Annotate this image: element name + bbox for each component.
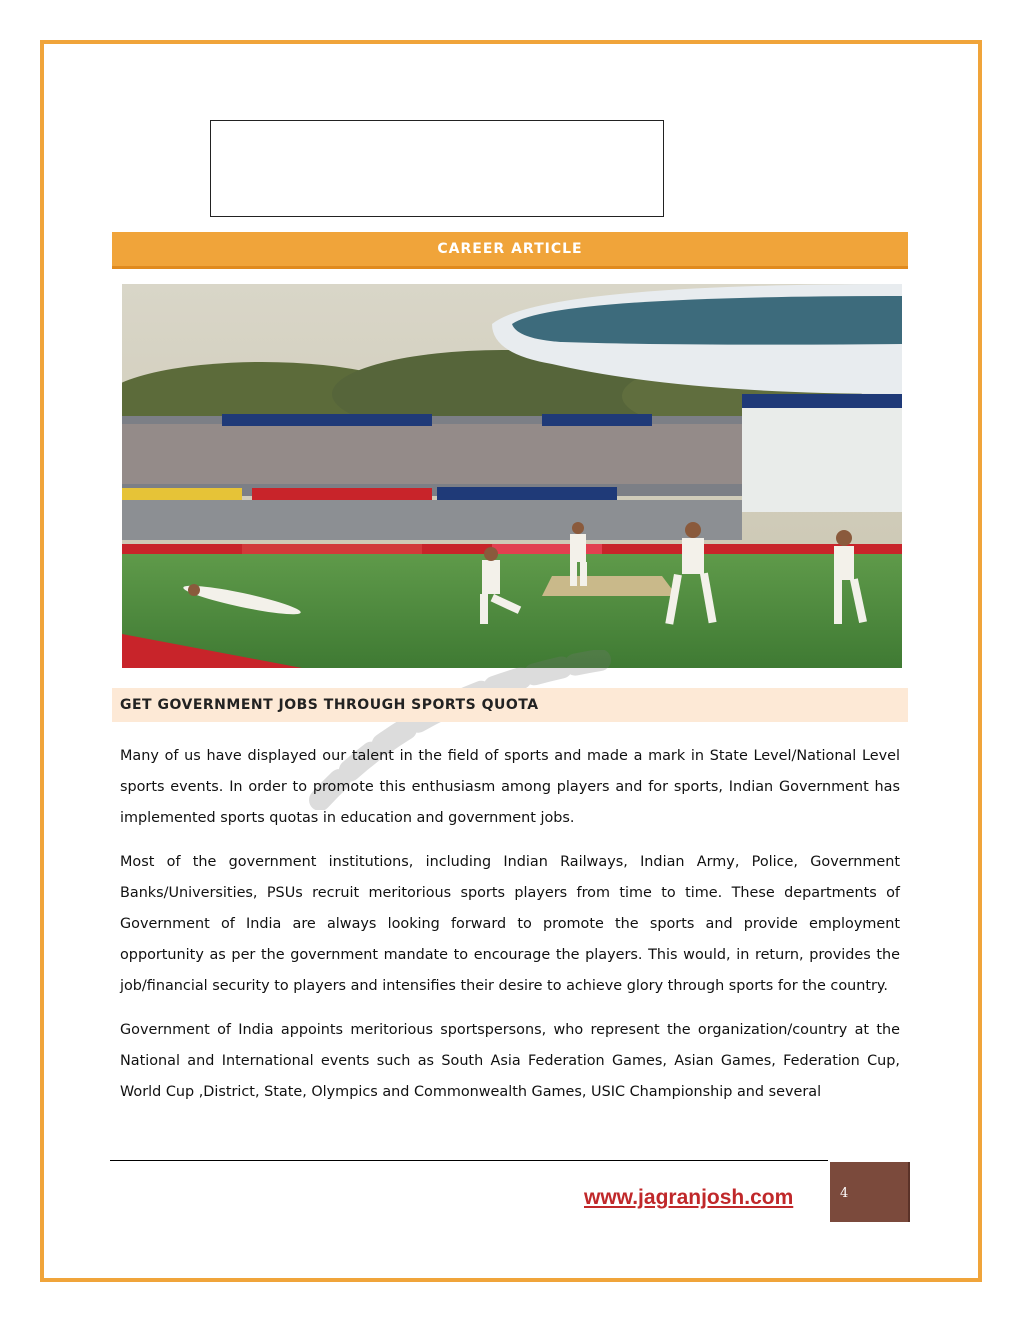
footer-divider	[110, 1160, 828, 1161]
section-label: CAREER ARTICLE	[437, 241, 583, 257]
article-title: GET GOVERNMENT JOBS THROUGH SPORTS QUOTA	[120, 697, 539, 713]
page-number: 4	[840, 1186, 849, 1201]
logo-placeholder-box	[210, 120, 664, 217]
hero-image	[122, 284, 902, 668]
article-body	[120, 741, 900, 1120]
paragraph-2: Most of the government institutions, including Indian Railways, Indian Army, Police, Government Banks/Universities, PSUs recruit meritorious sports players from time to time. These departments of Government of India are always looking forward to promote the sports and provide employment opportunity as per the government mandate to encourage the players. This would, in return, provides the job/financial security to players and intensifies their desire to achieve glory through sports for the country.	[120, 853, 900, 995]
section-banner	[112, 232, 908, 269]
article-headline-bar	[112, 688, 908, 722]
website-link[interactable]: www.jagranjosh.com	[584, 1186, 794, 1209]
paragraph-3: Government of India appoints meritorious sportspersons, who represent the organization/country at the National and International events such as South Asia Federation Games, Asian Games, Federation Cup, World Cup ,District, State, Olympics and Commonwealth Games, USIC Championship and several	[120, 1021, 900, 1101]
paragraph-1: Many of us have displayed our talent in the field of sports and made a mark in State Level/National Level sports events. In order to promote this enthusiasm among players and for sports, Indian Government has implemented sports quotas in education and government jobs.	[120, 748, 900, 827]
page-number-box	[830, 1162, 910, 1222]
cricket-stadium-photo-icon	[122, 284, 902, 668]
